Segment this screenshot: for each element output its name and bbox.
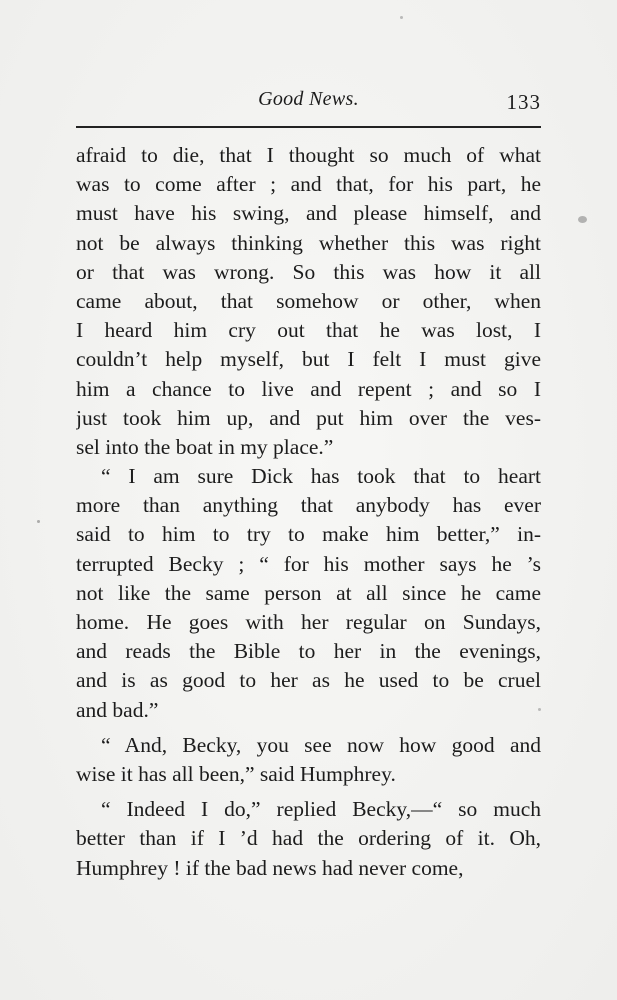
- text-line: just took him up, and put him over the ves-: [76, 405, 541, 430]
- text-line: home. He goes with her regular on Sundays,: [76, 610, 541, 634]
- text-line: and bad.”: [76, 697, 159, 722]
- running-head: Good News.: [258, 88, 359, 110]
- paragraph: [76, 141, 541, 462]
- page-header: [76, 88, 541, 122]
- page-number: 133: [506, 90, 541, 114]
- scan-speck: [578, 216, 587, 223]
- text-line: was to come after ; and that, for his part, he: [76, 172, 541, 197]
- text-line: must have his swing, and please himself, and: [76, 201, 541, 226]
- text-line: afraid to die, that I thought so much of what: [76, 143, 541, 167]
- text-line: I heard him cry out that he was lost, I: [76, 318, 541, 343]
- paragraph: [76, 462, 541, 725]
- paragraph: [76, 731, 541, 789]
- text-line: Humphrey ! if the bad news had never come,: [76, 855, 464, 880]
- scan-speck: [538, 708, 541, 711]
- body-text: [76, 141, 541, 883]
- text-line: sel into the boat in my place.”: [76, 434, 334, 459]
- paragraph: [76, 795, 541, 883]
- text-line: better than if I ’d had the ordering of it. Oh,: [76, 826, 541, 851]
- scan-speck: [37, 520, 40, 523]
- text-line: “ Indeed I do,” replied Becky,—“ so much: [101, 797, 541, 822]
- text-line: “ I am sure Dick has took that to heart: [101, 464, 541, 489]
- text-line: “ And, Becky, you see now how good and: [101, 732, 541, 757]
- text-line: wise it has all been,” said Humphrey.: [76, 761, 396, 786]
- text-line: or that was wrong. So this was how it all: [76, 259, 541, 284]
- text-line: terrupted Becky ; “ for his mother says he ’s: [76, 551, 541, 576]
- text-line: and is as good to her as he used to be cruel: [76, 668, 541, 693]
- scan-speck: [400, 16, 403, 19]
- text-line: came about, that somehow or other, when: [76, 288, 541, 313]
- text-line: not like the same person at all since he came: [76, 580, 541, 605]
- text-line: said to him to try to make him better,” in-: [76, 522, 541, 547]
- text-line: him a chance to live and repent ; and so I: [76, 376, 541, 401]
- header-rule: [76, 126, 541, 128]
- text-line: more than anything that anybody has ever: [76, 493, 541, 518]
- text-line: and reads the Bible to her in the evenings,: [76, 639, 541, 664]
- text-line: couldn’t help myself, but I felt I must give: [76, 347, 541, 372]
- text-line: not be always thinking whether this was right: [76, 230, 541, 255]
